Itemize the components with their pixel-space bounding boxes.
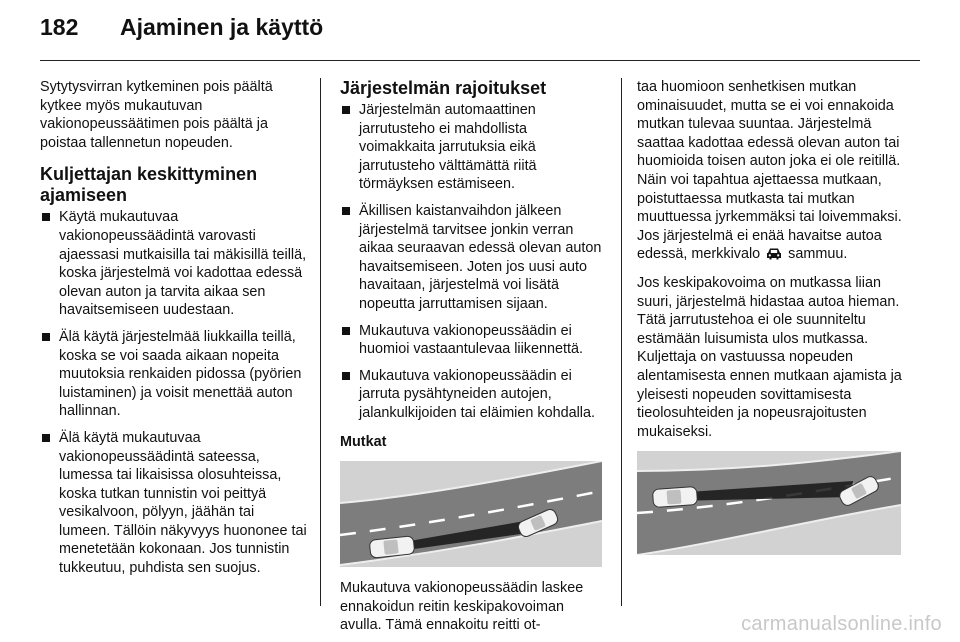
section-heading-limitations: Järjestelmän rajoitukset [340,78,547,98]
column-3 [637,78,907,567]
vehicle-ahead-indicator-icon [766,247,782,260]
section-heading-driver-attention: Kuljettajan keskittyminen ajamiseen [40,164,258,206]
caption-paragraph: Mukautuva vakionopeussäädin laskee ennakoidun reitin keskipakovoiman avulla. Tämä ennakoitu reitti ot- [340,580,584,634]
bullet-item: Äkillisen kaistanvaihdon jälkeen järjestelmä tarvitsee jonkin verran aikaa seuraavan edessä olevan auton havaitsemiseen. Joten jos uusi auto havaitaan, järjestelmä voi lisätä nopeutta jarruttamisen sijaan. [340,202,606,314]
curve-paragraph-text: taa huomioon senhetkisen mutkan ominaisuudet, mutta se ei voi ennakoida mutkan tulevaa suuntaa. Järjestelmä saattaa kadottaa edessä olevan auton tai huomioida toisen auton joka ei ole reitillä. Näin voi tapahtua ajettaessa mutkaan, poistuttaessa mutkasta tai mutkan muuttuessa jyrkemmäksi tai loivemmaksi. Jos järjestelmä ei enää havaitse autoa edessä, merkkivalo [637,79,902,263]
subheading-curves: Mutkat [340,433,387,450]
page-number: 182 [40,14,79,40]
watermark: carmanualsonline.info [741,613,942,635]
bullet-item: Mukautuva vakionopeussäädin ei jarruta pysähtyneiden autojen, jalankulkijoiden tai eläimien kohdalla. [340,367,606,423]
column-divider [621,78,622,606]
bullet-item: Mukautuva vakionopeussäädin ei huomioi vastaantulevaa liikennettä. [340,322,606,359]
bullet-item: Käytä mukautuvaa vakionopeussäädintä varovasti ajaessasi mutkaisilla tai mäkisillä teillä, koska järjestelmä voi kadottaa edessä olevan auton ja tarvita aikaa sen havaitsemiseen uudestaan. [40,208,308,320]
column-divider [320,78,321,606]
bullet-item: Älä käytä mukautuvaa vakionopeussäädintä sateessa, lumessa tai likaisissa olosuhteissa, koska tutkan tunnistin voi peittyä vesikalvoon, pölyyn, jäähän tai lumeen. Tällöin näkyvyys huononee tai menetetään kokonaan. Jos tunnistin tukkeutuu, puhdista sen suojus. [40,429,308,578]
header-rule [40,60,920,61]
column-1 [40,78,308,586]
centrifugal-paragraph: Jos keskipakovoima on mutkassa liian suuri, järjestelmä hidastaa autoa hieman. Tätä jarrutustehoa ei ole suunniteltu estämään luisumista ulos mutkassa. Kuljettaja on vastuussa nopeuden alentamisesta ennen mutkaan ajamista ja yleisesti nopeuden sovittamisesta tieolosuhteiden ja nopeusrajoitusten mukaiseksi. [637,274,902,440]
curve-illustration-1 [340,461,602,567]
own-car-shape [652,487,697,508]
bullet-item: Järjestelmän automaattinen jarrutusteho ei mahdollista voimakkaita jarrutuksia eikä jarrutusteho välttämättä riitä törmäyksen estämiseen. [340,101,606,194]
curve-paragraph-end: sammuu. [788,246,848,263]
curve-illustration-2 [637,451,901,555]
chapter-title: Ajaminen ja käyttö [120,14,324,40]
column-2 [340,78,606,635]
bullet-item: Älä käytä järjestelmää liukkailla teillä, koska se voi saada aikaan nopeita muutoksia renkaiden pidossa (pyörien luistaminen) ja voisit menettää auton hallinnan. [40,328,308,421]
bullet-list [340,101,606,423]
intro-paragraph: Sytytysvirran kytkeminen pois päältä kytkee myös mukautuvan vakionopeussäätimen pois päältä ja poistaa tallennetun nopeuden. [40,79,273,151]
curve-paragraph [637,78,907,264]
bullet-list [40,208,308,577]
